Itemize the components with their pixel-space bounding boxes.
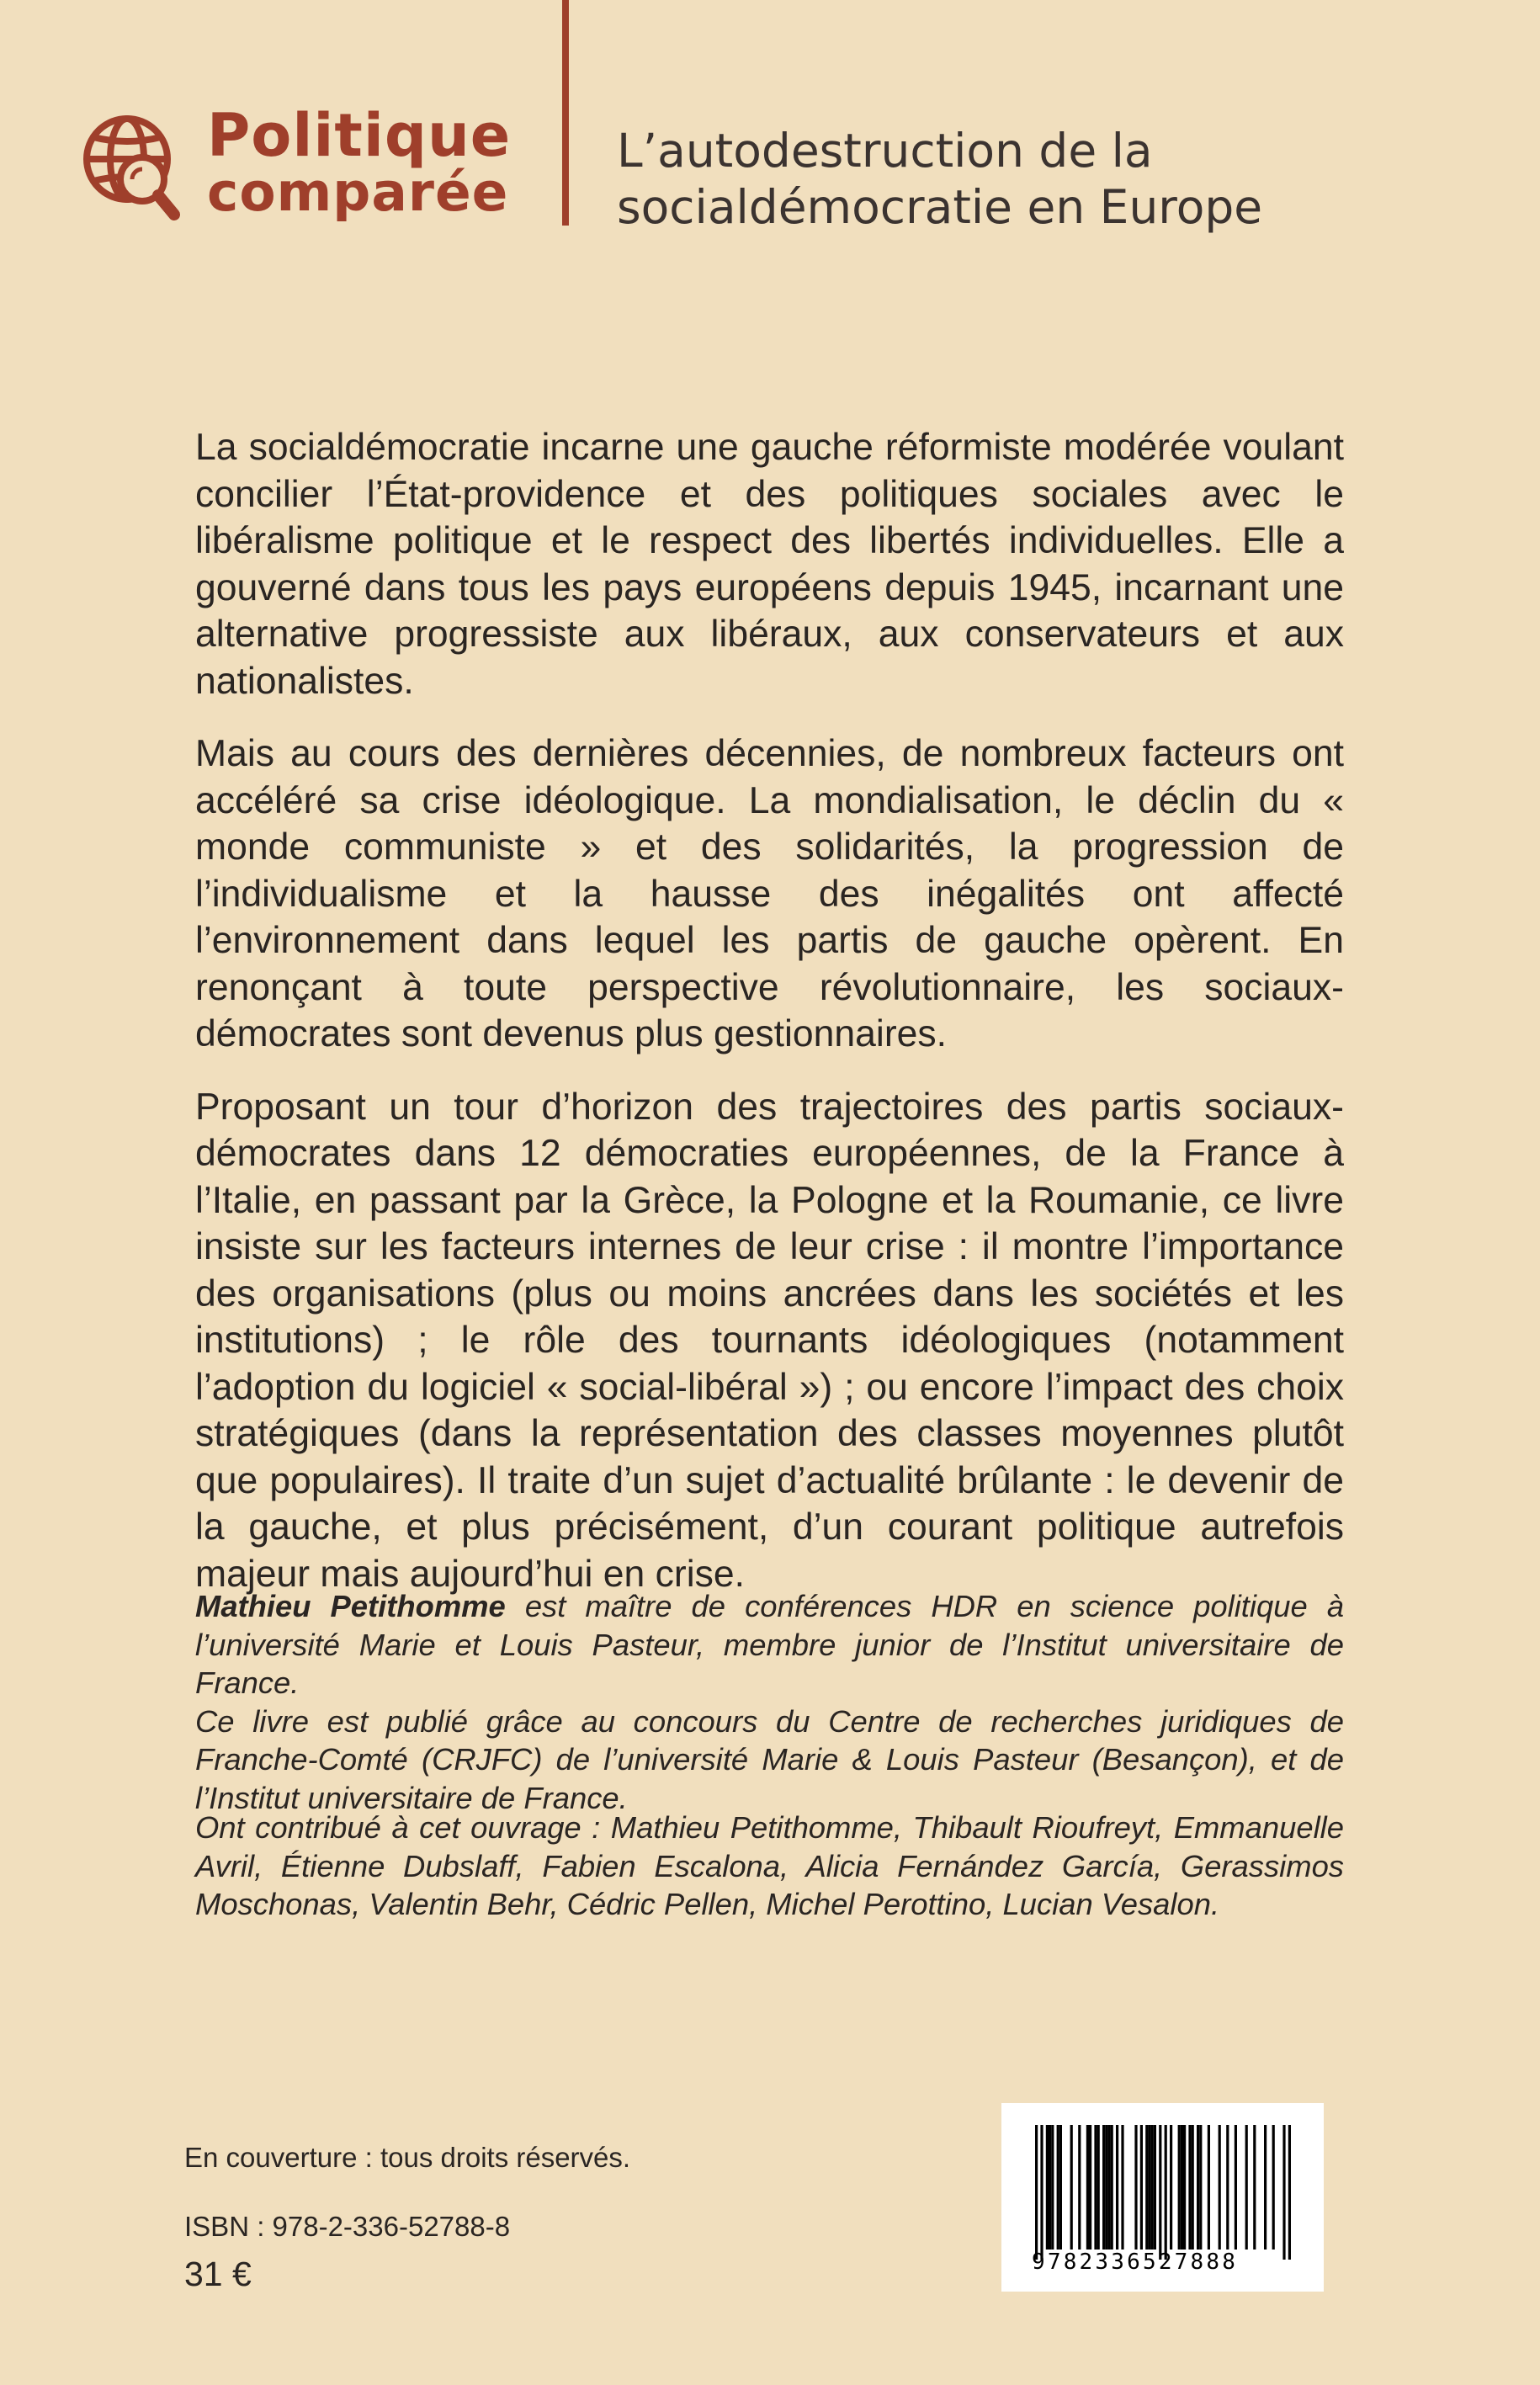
barcode-bar	[1226, 2125, 1229, 2250]
author-bio	[195, 1587, 1344, 1817]
barcode-bar	[1245, 2125, 1248, 2250]
barcode-bar	[1105, 2125, 1107, 2250]
author-description: est maître de conférences HDR en science politique à l’université Marie et Louis Pasteur, membre junior de l’Institut universitaire de France.	[195, 1589, 1344, 1700]
globe-magnifier-icon	[80, 112, 181, 223]
barcode-bar	[1089, 2125, 1091, 2250]
barcode-bar	[1102, 2125, 1105, 2250]
barcode-bar	[1154, 2125, 1156, 2250]
barcode-bar	[1183, 2125, 1186, 2250]
barcode-bar	[1051, 2125, 1054, 2250]
author-name: Mathieu Petithomme	[195, 1589, 506, 1623]
barcode-bar	[1165, 2125, 1167, 2260]
blurb-paragraph-3: Proposant un tour d’horizon des trajectoires des partis sociaux-démocrates dans 12 démocraties européennes, de la France à l’Italie, en passant par la Grèce, la Pologne et la Roumanie, ce livre insiste sur les facteurs internes de leur crise : il montre l’importance des organisations (plus ou moins ancrées dans les sociétés et les institutions) ; le rôle des tournants idéologiques (notamment l’adoption du logiciel « social-libéral ») ; ou encore l’impact des choix stratégiques (dans la représentation des classes moyennes plutôt que populaires). Il traite d’un sujet d’actualité brûlante : le devenir de la gauche, et plus précisément, d’un courant politique autrefois majeur mais aujourd’hui en crise.	[195, 1086, 1344, 1595]
book-title	[617, 123, 1262, 236]
barcode-bar	[1121, 2125, 1123, 2250]
barcode-bar	[1134, 2125, 1137, 2250]
blurb-paragraph-2: Mais au cours des dernières décennies, de nombreux facteurs ont accéléré sa crise idéologique. La mondialisation, le déclin du « monde communiste » et des solidarités, la progression de l’individualisme et la hausse des inégalités ont affecté l’environnement dans lequel les partis de gauche opèrent. En renonçant à toute perspective révolutionnaire, les sociaux-démocrates sont devenus plus gestionnaires.	[195, 733, 1344, 1054]
cover-header	[0, 0, 1540, 252]
barcode-bar	[1111, 2125, 1113, 2250]
series-name-line1: Politique	[207, 101, 512, 170]
barcode-bar	[1181, 2125, 1183, 2250]
book-title-line2: socialdémocratie en Europe	[617, 180, 1263, 234]
barcode-bar	[1192, 2125, 1194, 2250]
barcode-bar	[1107, 2125, 1110, 2250]
barcode-bar	[1035, 2125, 1038, 2260]
barcode-bar	[1178, 2125, 1181, 2250]
author-bio-paragraph	[195, 1587, 1344, 1702]
barcode-bar	[1151, 2125, 1154, 2250]
barcode-bar	[1197, 2125, 1199, 2250]
barcode-bar	[1097, 2125, 1100, 2250]
blurb-paragraph-1: La socialdémocratie incarne une gauche réformiste modérée voulant concilier l’État-providence et des politiques sociales avec le libéralisme politique et le respect des libertés individuelles. Elle a gouverné dans tous les pays européens depuis 1945, incarnant une alternative progressiste aux libéraux, aux conservateurs et aux nationalistes.	[195, 427, 1344, 702]
publication-support: Ce livre est publié grâce au concours du Centre de recherches juridiques de Franche-Comté (CRJFC) de l’université Marie & Louis Pasteur (Besançon), et de l’Institut universitaire de France.	[195, 1703, 1344, 1815]
blurb	[195, 424, 1344, 1623]
barcode-bar	[1094, 2125, 1097, 2250]
header-divider	[562, 0, 569, 226]
barcode-bar	[1078, 2125, 1081, 2250]
barcode-bar	[1140, 2125, 1143, 2250]
barcode-bar	[1199, 2125, 1202, 2250]
barcode-bar	[1040, 2125, 1043, 2260]
cover-credit: En couverture : tous droits réservés.	[184, 2142, 631, 2173]
barcode-bar	[1272, 2125, 1275, 2250]
barcode-bar	[1282, 2125, 1285, 2260]
price: 31 €	[184, 2255, 252, 2293]
series-logo	[207, 101, 512, 223]
barcode-bar	[1264, 2125, 1267, 2250]
barcode-bar	[1116, 2125, 1118, 2250]
barcode-bar	[1219, 2125, 1221, 2250]
book-title-line1: L’autodestruction de la	[617, 124, 1153, 178]
barcode-bar	[1148, 2125, 1150, 2250]
barcode-bar	[1288, 2125, 1291, 2260]
barcode-bar	[1049, 2125, 1051, 2250]
barcode-bar	[1159, 2125, 1161, 2260]
series-name-line2: comparée	[207, 162, 509, 223]
barcode-bar	[1145, 2125, 1148, 2250]
barcode-bar	[1235, 2125, 1237, 2250]
barcode-bar	[1208, 2125, 1210, 2250]
barcode	[1001, 2103, 1324, 2292]
isbn: ISBN : 978-2-336-52788-8	[184, 2211, 511, 2242]
barcode-bar	[1188, 2125, 1191, 2250]
barcode-bar	[1059, 2125, 1062, 2250]
barcode-bar	[1046, 2125, 1049, 2250]
barcode-bar	[1070, 2125, 1073, 2250]
barcode-bar	[1086, 2125, 1089, 2250]
barcode-bar	[1170, 2125, 1172, 2250]
barcode-bar	[1253, 2125, 1256, 2250]
contributors: Ont contribué à cet ouvrage : Mathieu Petithomme, Thibault Rioufreyt, Emmanuelle Avril, Étienne Dubslaff, Fabien Escalona, Alicia Fernández García, Gerassimos Moschonas, Valentin Behr, Cédric Pellen, Michel Perottino, Lucian Vesalon.	[195, 1810, 1344, 1921]
barcode-digits: 9782336527888	[1032, 2250, 1239, 2275]
barcode-bar	[1057, 2125, 1059, 2250]
